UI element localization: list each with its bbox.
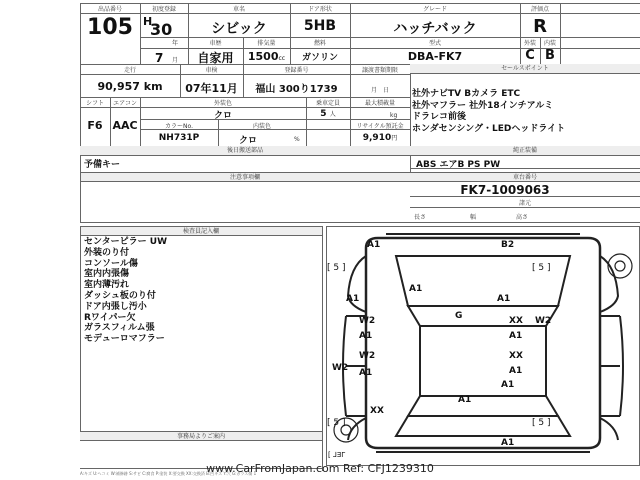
- damage-mark: A1: [509, 366, 523, 376]
- plate-label: 登録番号: [284, 67, 309, 74]
- month: 7: [155, 51, 164, 65]
- color-label: 外装色: [213, 100, 232, 107]
- shift: F6: [87, 119, 103, 132]
- inspection-label: 車検: [205, 67, 218, 74]
- damage-mark: A1: [501, 438, 515, 448]
- notes-label: 注意事項欄: [80, 172, 410, 182]
- door-label: ドア形状: [308, 6, 332, 13]
- damage-mark: [ 5 ]: [532, 263, 551, 273]
- disp-label: 排気量: [257, 40, 276, 47]
- damage-mark: [ 5 ]: [327, 263, 346, 273]
- ext-label: 外装: [523, 40, 536, 47]
- model-label: 型式: [428, 40, 441, 47]
- int-label: 内装: [543, 40, 556, 47]
- inspector-note: 外装のり付: [84, 247, 130, 258]
- standard-equipment-label: 純正装備: [410, 146, 640, 156]
- damage-mark: A1: [509, 331, 523, 341]
- ac: AAC: [112, 119, 138, 132]
- intcolor-label: 内装色: [252, 123, 271, 130]
- frame-label: 車台番号: [410, 172, 640, 182]
- inspector-note: モデューロマフラー: [84, 334, 165, 345]
- inspection: 07年11月: [185, 82, 238, 95]
- damage-mark: A1: [497, 294, 511, 304]
- lot-number: 105: [87, 15, 133, 40]
- load-label: 最大積載量: [364, 100, 395, 107]
- damage-mark: A1: [367, 240, 381, 250]
- damage-mark: A1: [409, 284, 423, 294]
- sales-label: セールスポイント: [410, 64, 640, 74]
- ac-label: エアコン: [113, 100, 137, 107]
- damage-mark: W2: [535, 316, 552, 326]
- int-grade: B: [545, 48, 555, 63]
- name-label: 車名: [232, 6, 245, 13]
- mileage-label: 走行: [123, 67, 136, 74]
- sales-point: ドラレコ前後: [412, 112, 467, 122]
- year-unit: 年: [172, 40, 179, 47]
- load-unit: kg: [390, 112, 398, 119]
- fuel-label: 燃料: [313, 40, 326, 47]
- sales-points: [412, 89, 565, 135]
- color: クロ: [213, 111, 232, 121]
- percent: %: [294, 136, 300, 143]
- damage-mark: XX: [370, 406, 384, 416]
- footer-legend: A:キズ U:ヘコミ W:補修跡 S:サビ C:腐食 P:塗装 X:要交換 XX:交換済 B:凹キズ Y:穴 G:ガラス傷 1: [80, 471, 257, 476]
- interior-color: クロ: [238, 136, 257, 146]
- grade: ハッチバック: [393, 21, 477, 37]
- inspector-notes: [84, 237, 167, 345]
- damage-mark: XX: [509, 351, 523, 361]
- fuel: ガソリン: [301, 53, 338, 63]
- mileage: 90,957 km: [97, 80, 163, 93]
- standard-equipment: ABS エアB PS PW: [416, 160, 501, 170]
- damage-mark: [ 5 ]: [327, 418, 346, 428]
- shift-label: シフト: [85, 100, 104, 107]
- damage-mark: A1: [359, 368, 373, 378]
- car-diagram: [326, 226, 640, 466]
- transfer-label: 譲渡書類期限: [361, 67, 398, 74]
- inspector-note: コンソール傷: [84, 258, 138, 269]
- inspector-note: 室内内張傷: [84, 269, 130, 280]
- transfer: 月 日: [370, 87, 389, 94]
- use: 自家用: [197, 51, 234, 65]
- damage-mark: XX: [509, 316, 523, 326]
- office-label: 事務局よりご案内: [80, 431, 322, 441]
- sales-point: 社外マフラー 社外18インチアルミ: [412, 100, 554, 111]
- score: R: [533, 16, 547, 37]
- sales-point: ホンダセンシング・LEDヘッドライト: [412, 123, 566, 134]
- damage-mark: W2: [359, 351, 376, 361]
- month-unit: 月: [172, 57, 179, 64]
- tax-label: リサイクル預託金: [356, 123, 404, 130]
- car-name: シビック: [211, 21, 267, 37]
- rear-parts-label: 後日搬送部品: [80, 146, 410, 156]
- capacity: 5 人: [320, 109, 336, 119]
- displacement: 1500cc: [247, 50, 286, 63]
- inspector-note: ダッシュ板のり付: [84, 290, 156, 301]
- damage-mark: W2: [359, 316, 376, 326]
- damage-mark: A1: [346, 294, 360, 304]
- inspector-note: ガラスフィルム張: [84, 323, 155, 334]
- inspector-note: Rワイパー欠: [84, 312, 136, 323]
- door-type: 5HB: [303, 18, 337, 34]
- inspector-note: ドア内張し汚小: [84, 301, 147, 312]
- damage-mark: A1: [359, 331, 373, 341]
- inspector-note: センターピラー UW: [84, 237, 168, 247]
- rear-parts: 予備キー: [84, 160, 121, 170]
- inspector-note: 室内薄汚れ: [84, 280, 130, 291]
- damage-mark: G: [455, 311, 463, 321]
- length-label: 長さ: [414, 214, 427, 221]
- width-label: 幅: [470, 214, 477, 221]
- colorno-label: カラーNo.: [165, 123, 193, 130]
- score-label: 評価点: [530, 6, 549, 13]
- year: 30: [150, 20, 173, 39]
- frame-number: FK7-1009063: [460, 183, 550, 197]
- damage-mark: A1: [501, 380, 515, 390]
- damage-mark: [ 5 ]: [532, 418, 551, 428]
- use-label: 車歴: [209, 40, 222, 47]
- plate: 福山 300り1739: [255, 84, 338, 95]
- year-label: 初度登録: [151, 6, 176, 13]
- sales-point: 社外ナビTV Bカメラ ETC: [412, 89, 521, 99]
- damage-mark: [ ⅃ƎΓ: [328, 451, 346, 459]
- ext-grade: C: [525, 48, 535, 63]
- damage-mark: A1: [458, 395, 472, 405]
- lot-label: 出品番号: [97, 6, 122, 13]
- grade-label: グレード: [422, 6, 447, 13]
- damage-mark: W2: [332, 363, 349, 373]
- damage-mark: B2: [501, 240, 515, 250]
- color-number: NH731P: [158, 133, 200, 143]
- era: H: [143, 15, 153, 28]
- capacity-label: 乗車定員: [315, 100, 340, 107]
- dims-label: 諸元: [518, 200, 531, 207]
- model: DBA-FK7: [407, 50, 463, 63]
- recycle-fee: 9,910円: [362, 133, 398, 143]
- height-label: 高さ: [516, 214, 529, 221]
- watermark: www.CarFromJapan.com Ref: CFJ1239310: [206, 462, 434, 475]
- inspector-label: 検査員記入欄: [80, 226, 322, 236]
